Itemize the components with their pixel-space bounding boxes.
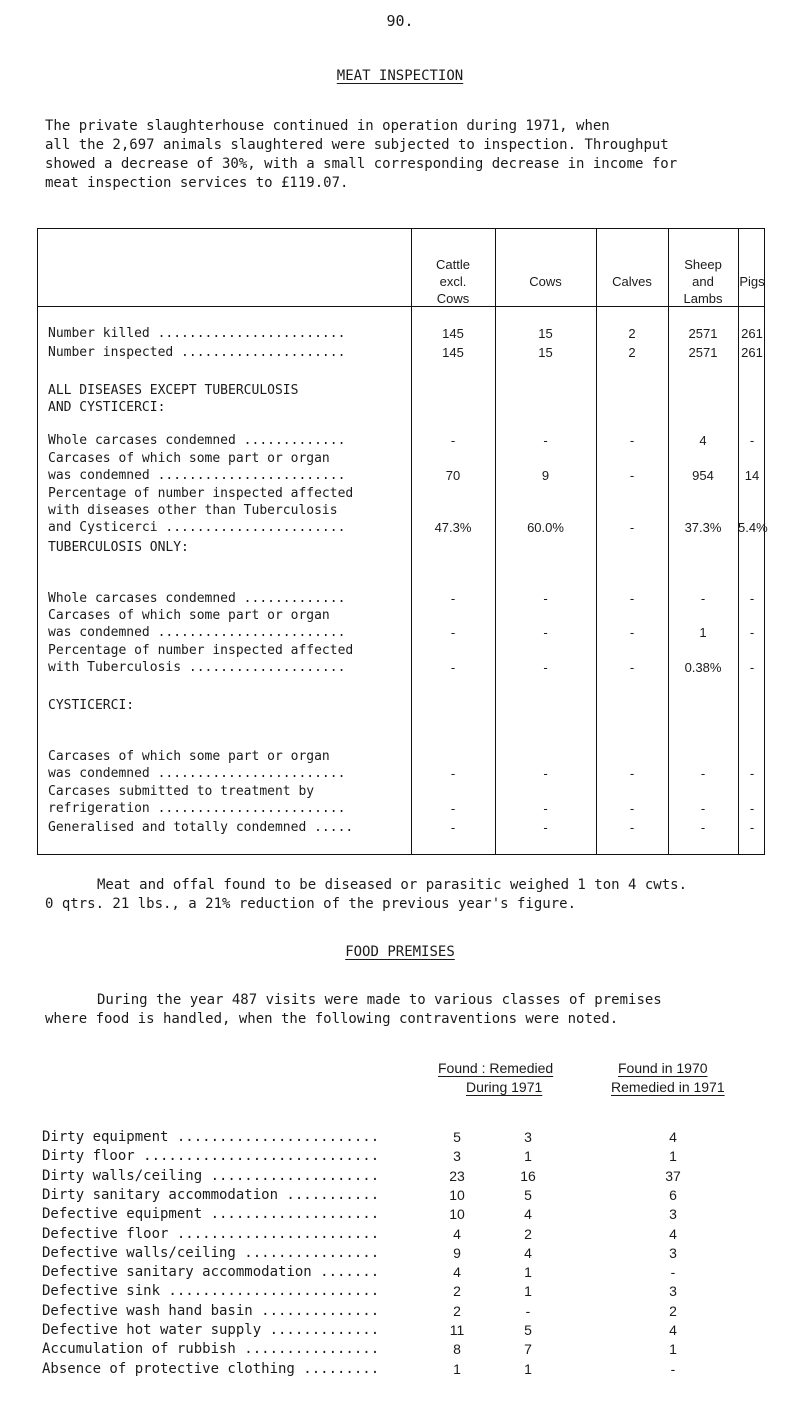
table-cell: - <box>543 801 548 816</box>
table-cell: - <box>450 591 456 606</box>
table-cell: 14 <box>744 468 760 483</box>
food-intro-line: where food is handled, when the following contraventions were noted. <box>45 1011 619 1027</box>
count-prev: 3 <box>669 1206 677 1223</box>
count-found: 4 <box>453 1225 461 1242</box>
row-label-line: refrigeration ........................ <box>48 801 346 816</box>
table-cell: - <box>450 625 456 640</box>
intro-line: meat inspection services to £119.07. <box>45 175 349 191</box>
row-label <box>48 590 368 607</box>
intro-line: all the 2,697 animals slaughtered were subjected to inspection. Throughput <box>45 137 669 153</box>
header-found-1970: Found in 1970 <box>618 1060 708 1076</box>
count-prev: 1 <box>669 1148 677 1165</box>
column-divider <box>596 229 597 854</box>
row-label <box>48 697 368 714</box>
row-label-line: with Tuberculosis .................... <box>48 660 346 675</box>
count-remedied: 5 <box>524 1322 532 1338</box>
column-header-line: Lambs <box>683 291 723 306</box>
table-cell: - <box>629 520 635 535</box>
count-prev: 3 <box>669 1244 677 1261</box>
table-cell: - <box>629 433 635 448</box>
food-intro-paragraph <box>45 991 775 1029</box>
list-item-label: Dirty floor ............................ <box>42 1148 380 1165</box>
column-header <box>411 256 495 307</box>
table-cell: - <box>629 591 635 606</box>
count-found: 2 <box>453 1302 461 1319</box>
list-item-label: Defective hot water supply ............. <box>42 1322 380 1338</box>
intro-line: The private slaughterhouse continued in operation during 1971, when <box>45 118 610 134</box>
table-cell: - <box>543 766 548 781</box>
row-label <box>48 344 368 361</box>
offal-line: 0 qtrs. 21 lbs., a 21% reduction of the previous year's figure. <box>45 896 577 912</box>
table-cell: - <box>749 801 755 816</box>
table-cell: 15 <box>538 345 553 360</box>
header-remedied-1971: Remedied in 1971 <box>611 1079 725 1095</box>
column-header-line: Sheep <box>684 257 722 272</box>
table-cell: 261 <box>741 326 763 341</box>
count-prev: 4 <box>669 1225 677 1242</box>
count-remedied: 1 <box>524 1264 532 1281</box>
list-item-label: Defective sanitary accommodation ....... <box>42 1264 380 1281</box>
table-cell: - <box>749 591 755 606</box>
row-label <box>48 382 368 416</box>
table-cell: 2 <box>628 326 636 341</box>
table-cell: - <box>629 625 635 640</box>
column-divider <box>495 229 496 854</box>
row-label-line: ALL DISEASES EXCEPT TUBERCULOSIS <box>48 383 299 398</box>
count-remedied: 1 <box>524 1360 532 1377</box>
row-label <box>48 325 368 342</box>
column-divider <box>738 229 739 854</box>
count-prev: 6 <box>669 1186 677 1203</box>
count-prev: 4 <box>669 1322 677 1338</box>
food-intro-line: During the year 487 visits were made to various classes of premises <box>97 992 662 1008</box>
list-item-label: Defective floor ........................ <box>42 1225 380 1242</box>
table-cell: 2571 <box>688 345 718 360</box>
count-found: 3 <box>453 1148 461 1165</box>
table-cell: - <box>450 660 456 675</box>
count-prev: 37 <box>665 1167 681 1184</box>
table-cell: - <box>629 820 635 835</box>
row-label <box>48 432 368 449</box>
offal-paragraph <box>45 876 775 914</box>
row-label-line: Carcases of which some part or organ <box>48 749 330 764</box>
column-header-line: Cows <box>436 291 470 306</box>
table-cell: 145 <box>442 326 464 341</box>
header-divider <box>38 306 764 307</box>
list-item-label: Dirty walls/ceiling .................... <box>42 1167 380 1184</box>
header-found-remedied: Found : Remedied <box>438 1060 554 1076</box>
count-remedied: 7 <box>524 1341 532 1358</box>
row-label <box>48 539 368 556</box>
table-cell: - <box>543 625 548 640</box>
list-item-label: Accumulation of rubbish ................ <box>42 1341 380 1358</box>
table-cell: - <box>543 820 548 835</box>
count-found: 11 <box>449 1322 465 1338</box>
count-found: 9 <box>453 1244 461 1261</box>
intro-line: showed a decrease of 30%, with a small corresponding decrease in income for <box>45 156 678 172</box>
section-title-meat-inspection: MEAT INSPECTION <box>336 68 464 84</box>
column-header-line: and <box>692 274 714 289</box>
column-header-line: excl. <box>439 274 467 289</box>
table-cell: - <box>700 766 706 781</box>
row-label-line: Generalised and totally condemned ..... <box>48 820 354 835</box>
table-cell: 2571 <box>688 326 718 341</box>
table-cell: - <box>749 660 755 675</box>
table-cell: - <box>749 766 755 781</box>
row-label-line: Carcases submitted to treatment by <box>48 784 315 799</box>
count-remedied: - <box>525 1302 531 1319</box>
column-header-line: Calves <box>612 274 652 289</box>
table-cell: 0.38% <box>684 660 722 675</box>
table-cell: - <box>749 433 755 448</box>
list-item-label: Dirty sanitary accommodation ........... <box>42 1186 380 1203</box>
column-header <box>668 256 738 307</box>
table-cell: - <box>700 820 706 835</box>
row-label-line: Percentage of number inspected affected <box>48 486 354 501</box>
table-cell: - <box>700 801 706 816</box>
row-label <box>48 748 368 782</box>
count-remedied: 1 <box>524 1148 532 1165</box>
table-cell: - <box>629 468 635 483</box>
row-label-line: CYSTICERCI: <box>48 698 135 713</box>
count-found: 10 <box>449 1206 465 1223</box>
meat-inspection-table <box>37 228 768 855</box>
count-found: 4 <box>453 1264 461 1281</box>
count-prev: 3 <box>669 1283 677 1300</box>
row-label <box>48 607 368 641</box>
row-label-line: was condemned ........................ <box>48 766 346 781</box>
count-prev: 2 <box>669 1302 677 1319</box>
count-prev: - <box>670 1360 676 1377</box>
count-remedied: 4 <box>524 1206 532 1223</box>
row-label-line: TUBERCULOSIS ONLY: <box>48 540 189 555</box>
table-cell: - <box>700 591 706 606</box>
row-label-line: Carcases of which some part or organ <box>48 451 330 466</box>
table-cell: - <box>629 766 635 781</box>
table-cell: 2 <box>628 345 636 360</box>
intro-paragraph <box>45 117 775 193</box>
table-cell: 1 <box>699 625 707 640</box>
table-cell: - <box>749 625 755 640</box>
list-item-label: Defective wash hand basin .............. <box>42 1302 380 1319</box>
row-label-line: Whole carcases condemned ............. <box>48 433 346 448</box>
table-cell: - <box>749 820 755 835</box>
count-prev: 1 <box>669 1341 677 1358</box>
count-found: 23 <box>449 1167 465 1184</box>
table-cell: 47.3% <box>434 520 472 535</box>
row-label-line: with diseases other than Tuberculosis <box>48 503 338 518</box>
row-label <box>48 642 368 676</box>
count-remedied: 5 <box>524 1186 532 1203</box>
table-cell: - <box>629 801 635 816</box>
table-cell: 70 <box>445 468 461 483</box>
column-header <box>738 273 766 290</box>
column-header <box>596 273 668 290</box>
table-cell: - <box>450 801 456 816</box>
table-cell: 60.0% <box>527 520 564 535</box>
row-label-line: Number killed ........................ <box>48 326 346 341</box>
table-cell: 37.3% <box>684 520 722 535</box>
table-cell: 5.4% <box>738 520 768 535</box>
table-cell: - <box>543 660 548 675</box>
table-cell: 15 <box>538 326 553 341</box>
section-title-food-premises: FOOD PREMISES <box>345 944 455 960</box>
row-label-line: Carcases of which some part or organ <box>48 608 330 623</box>
count-prev: - <box>670 1264 676 1281</box>
count-found: 8 <box>453 1341 461 1358</box>
row-label-line: Whole carcases condemned ............. <box>48 591 346 606</box>
count-found: 2 <box>453 1283 461 1300</box>
list-item-label: Absence of protective clothing ......... <box>42 1360 380 1377</box>
count-remedied: 16 <box>520 1167 536 1184</box>
row-label-line: AND CYSTICERCI: <box>48 400 166 415</box>
column-header-line: Cows <box>529 274 562 289</box>
column-header <box>495 273 596 290</box>
row-label <box>48 450 368 484</box>
column-header-line: Cattle <box>436 257 470 272</box>
row-label-line: was condemned ........................ <box>48 625 346 640</box>
count-prev: 4 <box>669 1129 677 1145</box>
table-cell: 4 <box>699 433 707 448</box>
count-found: 10 <box>449 1186 465 1203</box>
row-label-line: was condemned ........................ <box>48 468 346 483</box>
table-cell: - <box>629 660 635 675</box>
list-item-label: Defective walls/ceiling ................ <box>42 1244 380 1261</box>
count-found: 1 <box>453 1360 461 1377</box>
row-label <box>48 819 368 836</box>
table-cell: - <box>543 591 548 606</box>
offal-line: Meat and offal found to be diseased or parasitic weighed 1 ton 4 cwts. <box>97 877 688 893</box>
table-cell: - <box>543 433 548 448</box>
list-item-label: Defective sink ......................... <box>42 1283 380 1300</box>
list-item-label: Defective equipment .................... <box>42 1206 380 1223</box>
table-cell: - <box>450 433 456 448</box>
header-during: During 1971 <box>466 1079 543 1095</box>
table-cell: 261 <box>741 345 763 360</box>
count-remedied: 3 <box>524 1129 532 1145</box>
count-found: 5 <box>453 1129 461 1145</box>
column-divider <box>668 229 669 854</box>
row-label-line: and Cysticerci ....................... <box>48 520 346 535</box>
row-label-line: Percentage of number inspected affected <box>48 643 354 658</box>
list-item-label: Dirty equipment ........................ <box>42 1129 380 1145</box>
column-divider <box>411 229 412 854</box>
count-remedied: 4 <box>524 1244 532 1261</box>
count-remedied: 2 <box>524 1225 532 1242</box>
table-cell: - <box>450 766 456 781</box>
table-cell: 9 <box>541 468 550 483</box>
table-cell: 954 <box>692 468 714 483</box>
row-label <box>48 783 368 817</box>
row-label <box>48 485 368 536</box>
column-header-line: Pigs <box>739 274 765 289</box>
table-cell: - <box>450 820 456 835</box>
row-label-line: Number inspected ..................... <box>48 345 346 360</box>
count-remedied: 1 <box>524 1283 532 1300</box>
page-number: 90. <box>386 12 414 30</box>
table-cell: 145 <box>442 345 464 360</box>
